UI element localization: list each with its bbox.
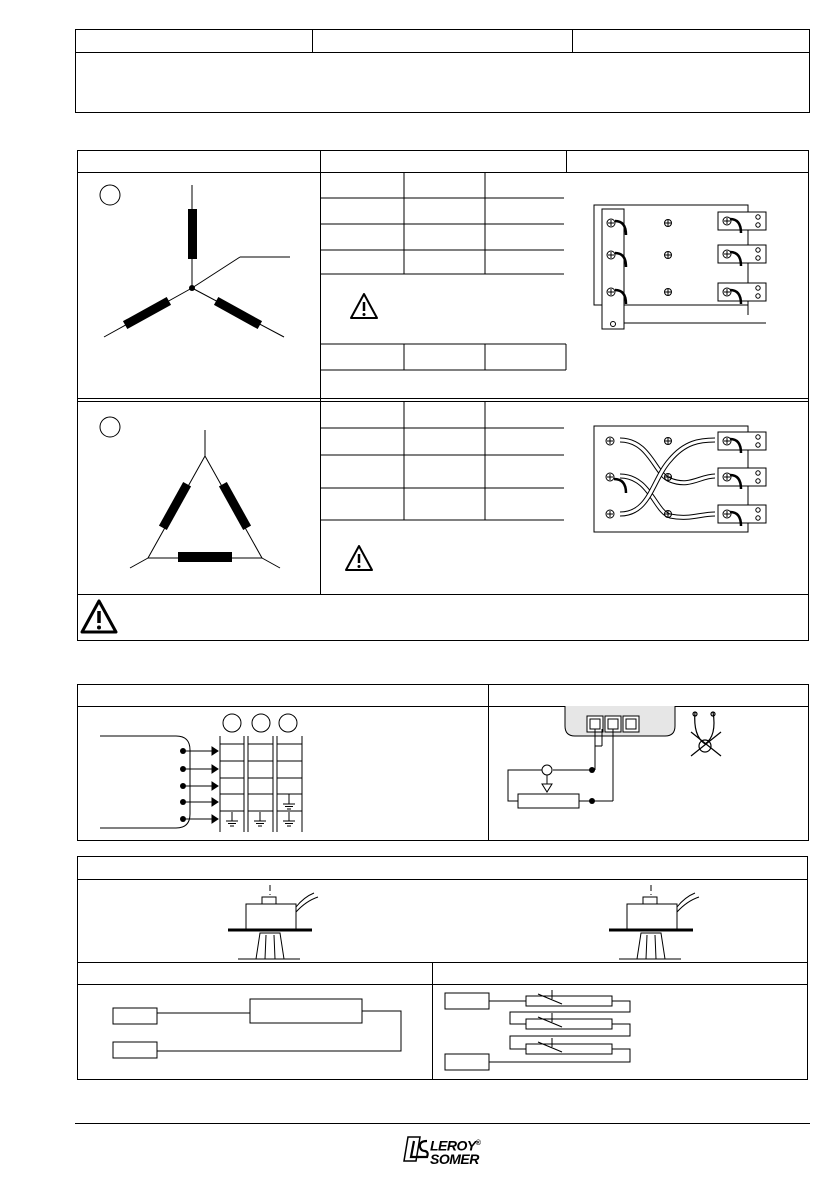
brand-registered-mark: ® bbox=[475, 1140, 481, 1147]
sensor-header-divider bbox=[77, 879, 808, 880]
potentiometer-diagram bbox=[495, 706, 795, 836]
sensor-wiring-right bbox=[440, 988, 640, 1078]
sensor-mount-left bbox=[224, 883, 344, 963]
brand-name-line1: LEROY bbox=[430, 1137, 476, 1154]
signal-col-divider bbox=[488, 684, 489, 841]
warning-icon bbox=[346, 546, 372, 570]
signal-marker-1 bbox=[223, 714, 241, 732]
sensor-col-divider bbox=[432, 962, 433, 1080]
footer-rule bbox=[75, 1123, 810, 1124]
sensor-mount-right bbox=[605, 883, 725, 963]
ground-icon bbox=[226, 794, 295, 826]
header-table-divider bbox=[75, 52, 810, 53]
crossed-connector-icon bbox=[691, 712, 721, 756]
signal-wiring-diagram bbox=[90, 708, 350, 838]
signal-marker-2 bbox=[252, 714, 270, 732]
sensor-wiring-left bbox=[100, 988, 420, 1078]
delta-marker-circle bbox=[100, 417, 120, 437]
warning-icon bbox=[80, 598, 120, 636]
header-col-divider-1 bbox=[312, 29, 313, 52]
star-terminal-board bbox=[590, 195, 790, 345]
warning-icon bbox=[351, 294, 377, 318]
brand-name-line2: SOMER bbox=[430, 1150, 479, 1167]
star-winding-diagram bbox=[78, 173, 328, 403]
brand-logo bbox=[402, 1135, 482, 1165]
delta-terminal-board bbox=[590, 420, 790, 540]
delta-winding-diagram bbox=[78, 402, 318, 592]
delta-connection-table bbox=[320, 402, 570, 592]
connection-col-divider-2 bbox=[566, 150, 567, 172]
star-connection-table bbox=[320, 172, 570, 382]
sensor-sub-divider-2 bbox=[77, 984, 808, 985]
header-table bbox=[75, 29, 810, 113]
warning-row-divider bbox=[77, 594, 809, 595]
star-marker-circle bbox=[100, 185, 120, 205]
signal-marker-3 bbox=[279, 714, 297, 732]
header-col-divider-2 bbox=[572, 29, 573, 52]
